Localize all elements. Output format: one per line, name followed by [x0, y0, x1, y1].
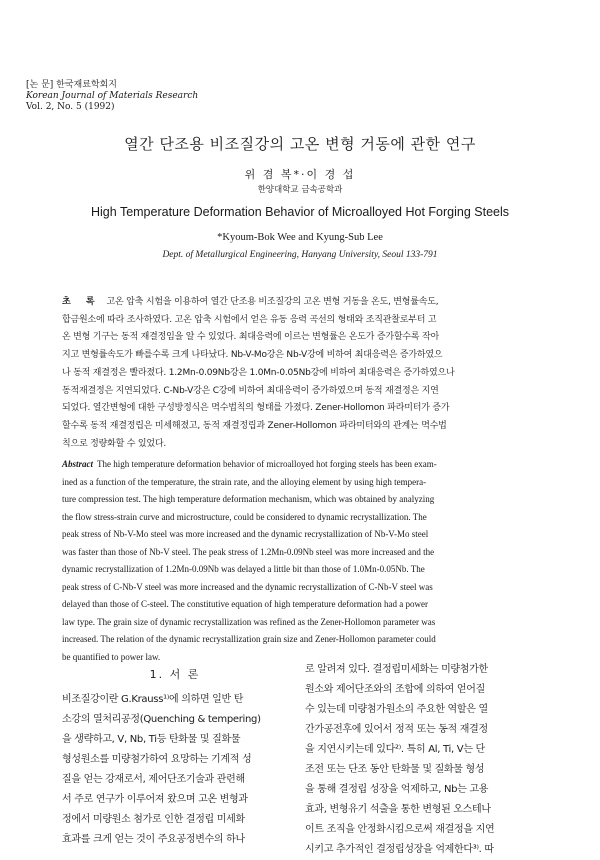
journal-header-line: Vol. 2, No. 5 (1992)	[26, 102, 115, 112]
abstract-english-line: was faster than those of Nb-V steel. The peak stress of 1.2Mn-0.09Nb steel was more increased and the	[62, 546, 435, 557]
body-column-left	[62, 690, 288, 850]
journal-header-line: Korean Journal of Materials Research	[26, 91, 199, 101]
abstract-english-line: peak stress of Nb-V-Mo steel was more increased and the dynamic recrystallization of Nb-V-Mo steel	[62, 529, 429, 539]
abstract-korean	[62, 294, 550, 453]
abstract-korean-line: 초 록 고온 압축 시험을 이용하여 열간 단조용 비조질강의 고온 변형 거동을 온도, 변형률속도,	[62, 297, 439, 307]
abstract-korean-line: 합금원소에 따라 조사하였다. 고온 압축 시험에서 얻은 유동 응력 곡선의 형태와 조직관찰로부터 고	[62, 314, 437, 325]
abstract-korean-line: 온 변형 기구는 동적 재결정임을 알 수 있었다. 최대응력에 이르는 변형률은 온도가 증가할수록 작아	[62, 332, 440, 343]
authors-korean: 위 겸 복*·이 경 섭	[244, 168, 356, 181]
abstract-korean-label: 초 록	[62, 297, 101, 307]
affiliation-korean: 한양대학교 금속공학과	[257, 185, 343, 195]
body-line: 이트 조직을 안정화시킴으로써 재결정을 지연	[305, 824, 495, 835]
body-line: 효과, 변형유기 석출을 통한 변형된 오스테나	[305, 804, 491, 815]
abstract-korean-line: 나 동적 재결정은 빨라졌다. 1.2Mn-0.09Nb강은 1.0Mn-0.05Nb강에 비하여 최대응력은 증가하였으나	[62, 367, 455, 378]
authors-english: *Kyoum-Bok Wee and Kyung-Sub Lee	[217, 232, 383, 243]
abstract-english-line: peak stress of C-Nb-V steel was more increased and the dynamic recrystallization of C-Nb-V steel was	[62, 581, 433, 592]
body-line: 시키고 추가적인 결정립성장을 억제한다³⁾. 따	[305, 844, 494, 855]
abstract-english-line: increased. The relation of the dynamic recrystallization grain size and Zener-Hollomon parameter could	[62, 634, 436, 644]
abstract-korean-line: 되었다. 열간변형에 대한 구성방정식은 멱수법칙의 형태를 가졌다. Zener-Hollomon 파라미터가 증가	[62, 403, 450, 414]
abstract-korean-line: 지고 변형률속도가 빠를수록 크게 나타났다. Nb-V-Mo강은 Nb-V강에 비하여 최대응력은 증가하였으	[62, 350, 443, 361]
body-line: 로 알려져 있다. 결정립미세화는 미량첨가한	[305, 664, 488, 675]
abstract-korean-line: 칙으로 정량화할 수 있었다.	[62, 438, 167, 449]
body-line: 효과를 크게 얻는 것이 주요공정변수의 하나	[62, 834, 245, 845]
body-line: 서 주로 연구가 이루어져 왔으며 고온 변형과	[62, 794, 248, 805]
body-line: 형성원소를 미량첨가하여 요망하는 기계적 성	[62, 754, 252, 765]
abstract-korean-line: 할수록 동적 재결정립은 미세해졌고, 동적 재결정립과 Zener-Hollomon 파라미터와의 관계는 멱수법	[62, 420, 447, 431]
abstract-english-label: Abstract	[62, 459, 94, 469]
abstract-english-line: ture compression test. The high temperature deformation mechanism, which was obtained by analyzing	[62, 494, 435, 504]
abstract-english-line: ined as a function of the temperature, the strain rate, and the alloying element by using high tempera-	[62, 476, 427, 487]
body-column-right	[305, 660, 551, 860]
abstract-english-line: be quantified to power law.	[62, 651, 161, 662]
body-line: 소강의 열처리공정(Quenching & tempering)	[62, 714, 261, 725]
journal-header	[26, 80, 198, 113]
body-line: 정에서 미량원소 첨가로 인한 결정립 미세화	[62, 814, 245, 825]
journal-header-line: [논 문] 한국재료학회지	[26, 80, 117, 90]
body-line: 을 통해 결정립 성장을 억제하고, Nb는 고용	[305, 784, 489, 795]
body-line: 을 지연시키는데 있다²⁾. 특히 Al, Ti, V는 단	[305, 744, 485, 755]
title-korean: 열간 단조용 비조질강의 고온 변형 거동에 관한 연구	[124, 135, 476, 153]
section-title-introduction: 1. 서 론	[149, 668, 201, 681]
body-line: 질을 얻는 강재로서, 제어단조기술과 관련해	[62, 774, 245, 785]
body-line: 수 있는데 미량첨가원소의 주요한 역할은 열	[305, 704, 488, 715]
abstract-english-line: Abstract The high temperature deformation behavior of microalloyed hot forging steels has been exam-	[62, 459, 437, 469]
body-line: 을 생략하고, V, Nb, Ti등 탄화물 및 질화물	[62, 734, 241, 745]
body-line: 간가공전후에 있어서 정적 또는 동적 재결정	[305, 724, 488, 735]
affiliation-english: Dept. of Metallurgical Engineering, Hanyang University, Seoul 133-791	[162, 250, 438, 260]
body-line: 원소와 제어단조와의 조합에 의하여 얻어질	[305, 684, 485, 695]
body-line: 비조질강이란 G.Krauss¹⁾에 의하면 일반 탄	[62, 694, 244, 705]
title-english: High Temperature Deformation Behavior of Microalloyed Hot Forging Steels	[90, 205, 510, 219]
abstract-english	[62, 456, 550, 666]
abstract-english-line: the flow stress-strain curve and microstructure, could be considered to dynamic recrystallization. The	[62, 511, 427, 522]
abstract-english-line: delayed than those of C-steel. The constitutive equation of high temperature deformation had a power	[62, 599, 428, 609]
abstract-english-line: dynamic recrystallization of 1.2Mn-0.09Nb was delayed a little bit than those of 1.0Mn-0.05Nb. The	[62, 564, 425, 574]
abstract-english-line: law type. The grain size of dynamic recrystallization was refined as the Zener-Hollomon parameter was	[62, 616, 436, 627]
body-line: 조전 또는 단조 동안 탄화물 및 질화물 형성	[305, 764, 485, 775]
abstract-korean-line: 동적재결정은 지연되었다. C-Nb-V강은 C강에 비하여 최대응력이 증가하였으며 동적 재결정은 지연	[62, 385, 439, 396]
